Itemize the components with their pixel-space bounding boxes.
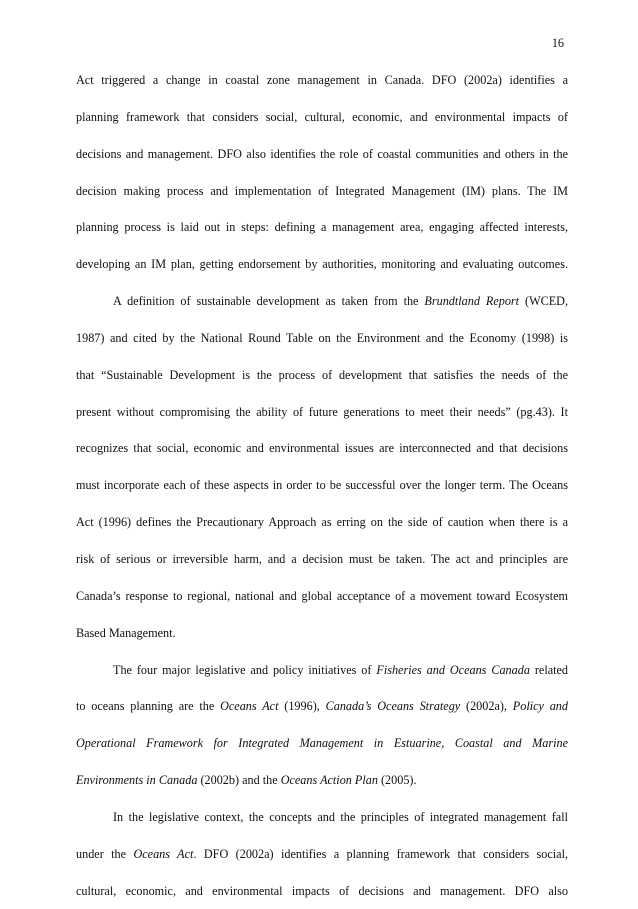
text-line-13: Act (1996) defines the Precautionary Approach as erring on the side of caution when there is a (76, 515, 568, 530)
text-line-6: developing an IM plan, getting endorsement by authorities, monitoring and evaluating outcomes. (76, 257, 568, 272)
text-line-22: under the Oceans Act. DFO (2002a) identifies a planning framework that considers social, (76, 846, 568, 861)
text-line-14: risk of serious or irreversible harm, and a decision must be taken. The act and principles are (76, 551, 568, 566)
text-line-18: to oceans planning are the Oceans Act (1996), Canada’s Oceans Strategy (2002a), Policy and (76, 699, 568, 714)
text-line-23: cultural, economic, and environmental impacts of decisions and management. DFO also (76, 883, 568, 898)
text-line-12: must incorporate each of these aspects in order to be successful over the longer term. The Oceans (76, 478, 568, 493)
text-line-11: recognizes that social, economic and environmental issues are interconnected and that decisions (76, 441, 568, 456)
text-line-2: planning framework that considers social, cultural, economic, and environmental impacts of (76, 109, 568, 124)
text-line-8: 1987) and cited by the National Round Table on the Environment and the Economy (1998) is (76, 330, 568, 345)
text-line-21: In the legislative context, the concepts and the principles of integrated management fall (113, 809, 568, 824)
body-text (76, 62, 568, 909)
text-line-4: decision making process and implementation of Integrated Management (IM) plans. The IM (76, 183, 568, 198)
text-line-9: that “Sustainable Development is the process of development that satisfies the needs of the (76, 367, 568, 382)
text-line-20: Environments in Canada (2002b) and the Oceans Action Plan (2005). (76, 773, 417, 788)
text-line-3: decisions and management. DFO also identifies the role of coastal communities and others in the (76, 146, 568, 161)
text-line-10: present without compromising the ability of future generations to meet their needs” (pg.43). It (76, 404, 568, 419)
text-line-16: Based Management. (76, 625, 176, 640)
text-line-17: The four major legislative and policy initiatives of Fisheries and Oceans Canada related (113, 662, 568, 677)
text-line-7: A definition of sustainable development as taken from the Brundtland Report (WCED, (113, 294, 568, 309)
text-line-19: Operational Framework for Integrated Management in Estuarine, Coastal and Marine (76, 736, 568, 751)
text-line-15: Canada’s response to regional, national and global acceptance of a movement toward Ecosystem (76, 588, 568, 603)
text-line-5: planning process is laid out in steps: defining a management area, engaging affected interests, (76, 220, 568, 235)
text-line-1: Act triggered a change in coastal zone management in Canada. DFO (2002a) identifies a (76, 73, 568, 87)
page-number: 16 (551, 36, 564, 50)
